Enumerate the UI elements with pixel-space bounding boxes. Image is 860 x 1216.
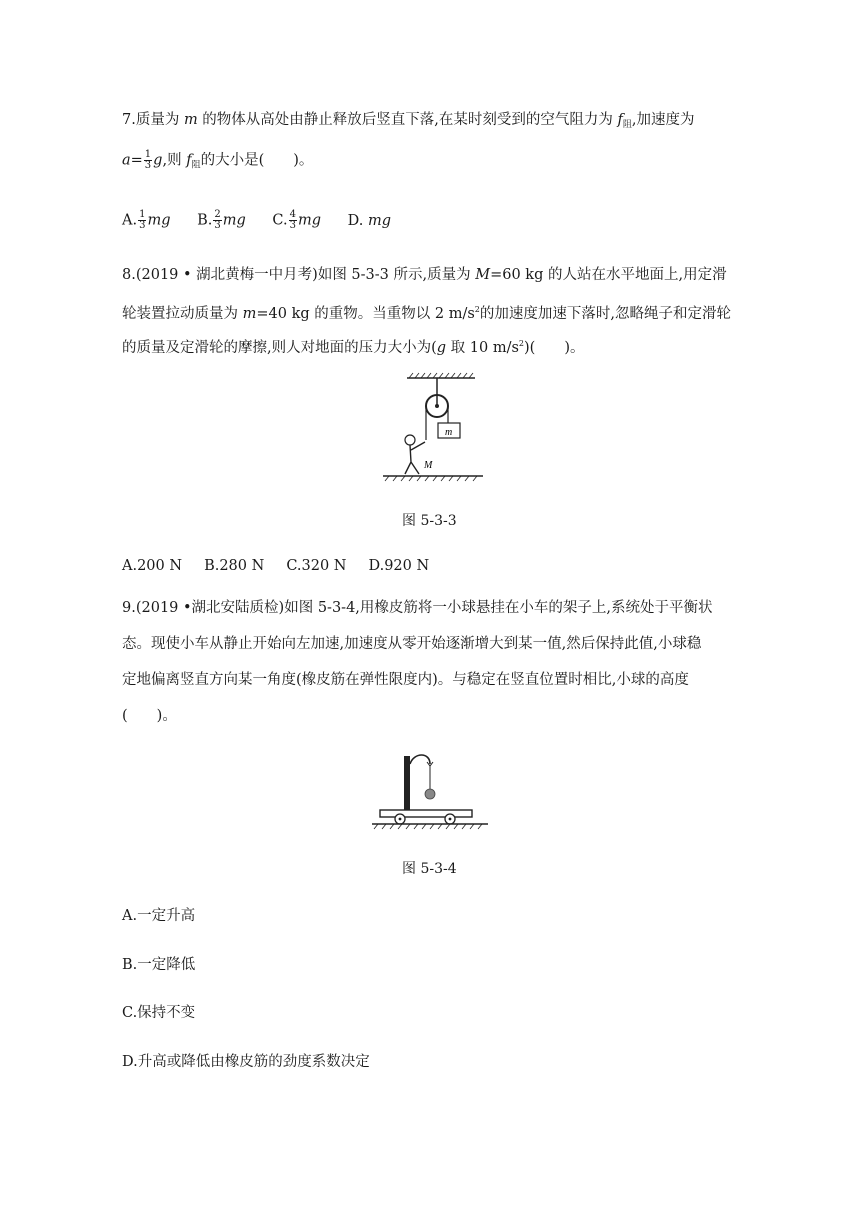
q9-option-a[interactable]: A.一定升高 xyxy=(122,908,196,924)
var-f: f xyxy=(617,112,623,128)
option-c[interactable]: C. $\frac{4}{3}$ mg xyxy=(272,209,322,231)
q8-stem-line2: 轮装置拉动质量为 m=40 kg 的重物。当重物以 2 $m/s^2$的加速度加速下落时,忽略绳子和定滑轮 xyxy=(122,305,731,322)
pulley-figure xyxy=(375,370,490,485)
q9-option-b[interactable]: B.一定降低 xyxy=(122,957,196,973)
cart-figure xyxy=(370,748,490,830)
q8-options xyxy=(122,556,451,576)
fraction: $\frac{1}{3}$ xyxy=(144,149,152,171)
q7-stem-line1: 7.质量为 m 的物体从高处由静止释放后竖直下落,在某时刻受到的空气阻力为 $f_阻$,加速度为 xyxy=(122,112,695,130)
q9-stem-line3: 定地偏离竖直方向某一角度(橡皮筋在弹性限度内)。与稳定在竖直位置时相比,小球的高度 xyxy=(122,672,689,688)
person-label: M xyxy=(424,460,433,471)
q9-stem-line1: 9.(2019 •湖北安陆质检)如图 5-3-4,用橡皮筋将一小球悬挂在小车的架子上,系统处于平衡状 xyxy=(122,600,713,616)
q8-stem-line3: 的质量及定滑轮的摩擦,则人对地面的压力大小为(g 取 10 $m/s^2$)( )。 xyxy=(122,339,585,356)
option-a[interactable]: A.200 N xyxy=(122,558,183,574)
option-d[interactable]: D.920 N xyxy=(368,558,430,574)
option-b[interactable]: B. $\frac{2}{3}$ mg xyxy=(197,209,246,231)
option-b[interactable]: B.280 N xyxy=(204,558,265,574)
q8-stem-line1: 8.(2019 • 湖北黄梅一中月考)如图 5-3-3 所示,质量为 M=60 kg 的人站在水平地面上,用定滑 xyxy=(122,267,727,283)
mass-label: m xyxy=(445,427,453,438)
q7-stem-line2: a= $\frac{1}{3}$ g,则 $f_阻$的大小是( )。 xyxy=(122,149,314,171)
q7-options xyxy=(122,210,413,231)
option-d[interactable]: D. mg xyxy=(347,212,392,229)
q9-option-d[interactable]: D.升高或降低由橡皮筋的劲度系数决定 xyxy=(122,1054,370,1070)
figure-caption: 图 5-3-4 xyxy=(402,861,457,877)
q9-option-c[interactable]: C.保持不变 xyxy=(122,1005,196,1021)
option-c[interactable]: C.320 N xyxy=(286,558,347,574)
q9-stem-line4: ( )。 xyxy=(122,708,177,724)
q9-stem-line2: 态。现使小车从静止开始向左加速,加速度从零开始逐渐增大到某一值,然后保持此值,小球稳 xyxy=(122,636,702,652)
figure-caption: 图 5-3-3 xyxy=(402,513,457,529)
var-m: m xyxy=(183,112,198,128)
option-a[interactable]: A. $\frac{1}{3}$ mg xyxy=(122,209,171,231)
